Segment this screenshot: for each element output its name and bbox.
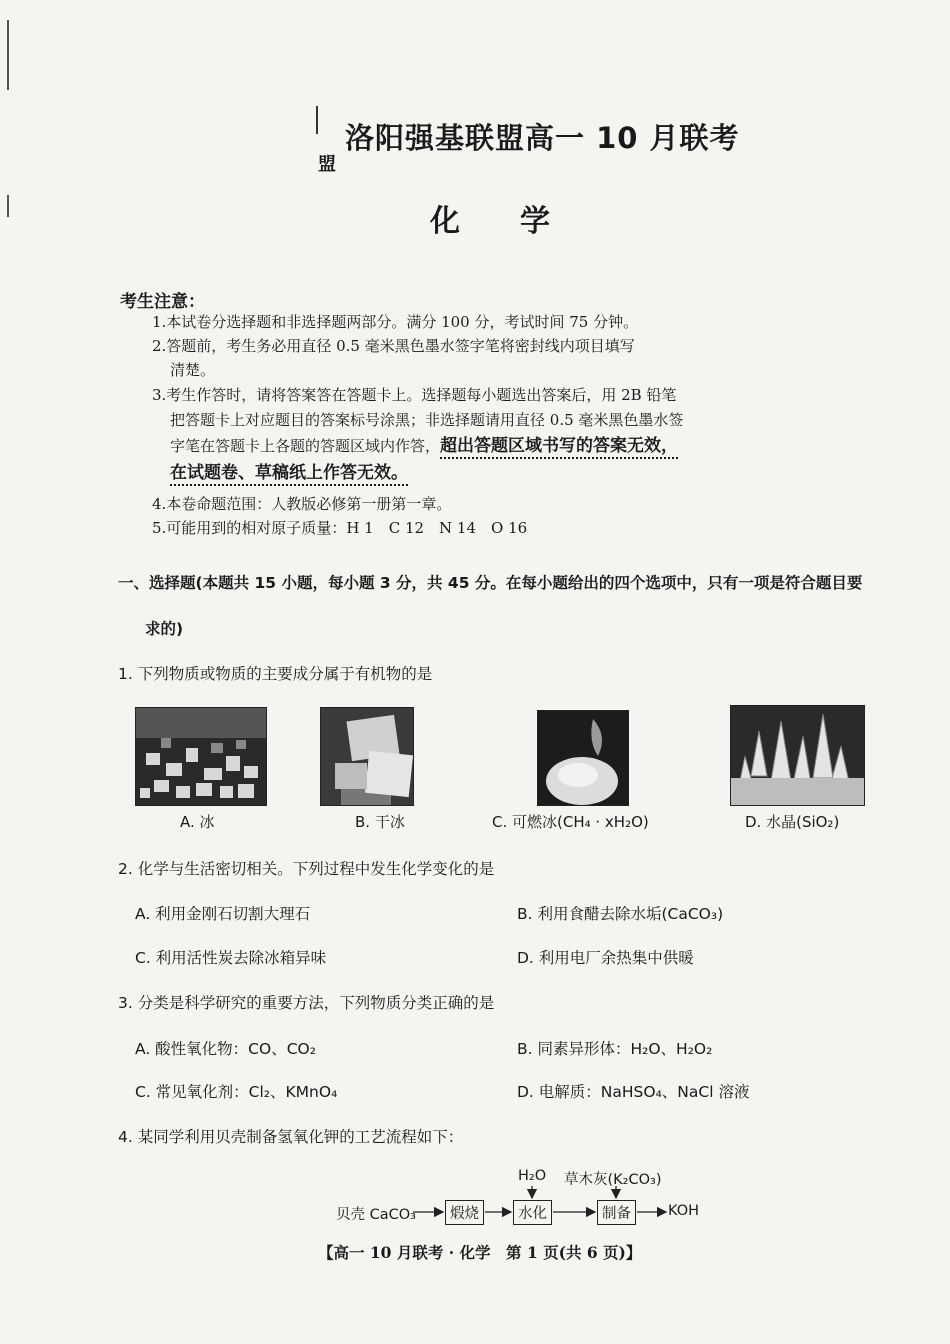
notice-heading: 考生注意： [120, 292, 205, 312]
flow-input-water: H₂O [518, 1168, 547, 1184]
flow-step-calcine: 煅烧 [445, 1200, 484, 1225]
question-1-stem: 1. 下列物质或物质的主要成分属于有机物的是 [118, 665, 433, 683]
notice-line-1: 1.本试卷分选择题和非选择题两部分。满分 100 分，考试时间 75 分钟。 [152, 313, 639, 331]
page-footer: 【高一 10 月联考 · 化学 第 1 页(共 6 页)】 [318, 1243, 642, 1262]
q3-option-a: A. 酸性氧化物：CO、CO₂ [135, 1040, 316, 1058]
question-2-stem: 2. 化学与生活密切相关。下列过程中发生化学变化的是 [118, 860, 495, 878]
question-4-stem: 4. 某同学利用贝壳制备氢氧化钾的工艺流程如下： [118, 1128, 464, 1146]
notice-line-5: 5.可能用到的相对原子质量：H 1 C 12 N 14 O 16 [152, 519, 528, 537]
q1-option-a: A. 冰 [180, 813, 215, 831]
q2-option-b: B. 利用食醋去除水垢(CaCO₃) [517, 905, 724, 923]
flow-end: KOH [668, 1203, 700, 1219]
q3-option-d: D. 电解质：NaHSO₄、NaCl 溶液 [517, 1083, 750, 1101]
q3-option-c: C. 常见氧化剂：Cl₂、KMnO₄ [135, 1083, 338, 1101]
binding-mark: 盟 [318, 154, 336, 175]
subject-title: 化学 [430, 204, 610, 239]
flow-step-prepare: 制备 [597, 1200, 636, 1225]
notice-emphasis-2: 在试题卷、草稿纸上作答无效。 [170, 463, 408, 483]
exam-title: 洛阳强基联盟高一 10 月联考 [345, 121, 740, 155]
q3-option-b: B. 同素异形体：H₂O、H₂O₂ [517, 1040, 713, 1058]
notice-line-2: 2.答题前，考生务必用直径 0.5 毫米黑色墨水签字笔将密封线内项目填写 [152, 337, 635, 355]
question-3-stem: 3. 分类是科学研究的重要方法，下列物质分类正确的是 [118, 994, 495, 1012]
section-heading-cont: 求的) [145, 620, 184, 638]
notice-line-3c-text: 字笔在答题卡上各题的答题区域内作答， [170, 437, 441, 455]
notice-emphasis-1: 超出答题区域书写的答案无效， [440, 436, 679, 456]
q1-option-b: B. 干冰 [355, 813, 405, 831]
notice-line-2b: 清楚。 [170, 361, 216, 379]
section-heading: 一、选择题(本题共 15 小题，每小题 3 分，共 45 分。在每小题给出的四个选项中，只有一项是符合题目要 [118, 574, 863, 592]
q2-option-a: A. 利用金刚石切割大理石 [135, 905, 311, 923]
flow-input-potash: 草木灰(K₂CO₃) [564, 1172, 662, 1188]
q1-option-c: C. 可燃冰(CH₄ · xH₂O) [492, 813, 649, 831]
notice-line-4: 4.本卷命题范围：人教版必修第一册第一章。 [152, 495, 452, 513]
q2-option-d: D. 利用电厂余热集中供暖 [517, 949, 694, 967]
q1-option-d: D. 水晶(SiO₂) [745, 813, 840, 831]
notice-line-3: 3.考生作答时，请将答案答在答题卡上。选择题每小题选出答案后，用 2B 铅笔 [152, 386, 677, 404]
q2-option-c: C. 利用活性炭去除冰箱异味 [135, 949, 327, 967]
flow-step-hydrate: 水化 [513, 1200, 552, 1225]
flow-start: 贝壳 CaCO₃ [336, 1207, 416, 1223]
notice-line-3b: 把答题卡上对应题目的答案标号涂黑；非选择题请用直径 0.5 毫米黑色墨水签 [170, 411, 684, 429]
